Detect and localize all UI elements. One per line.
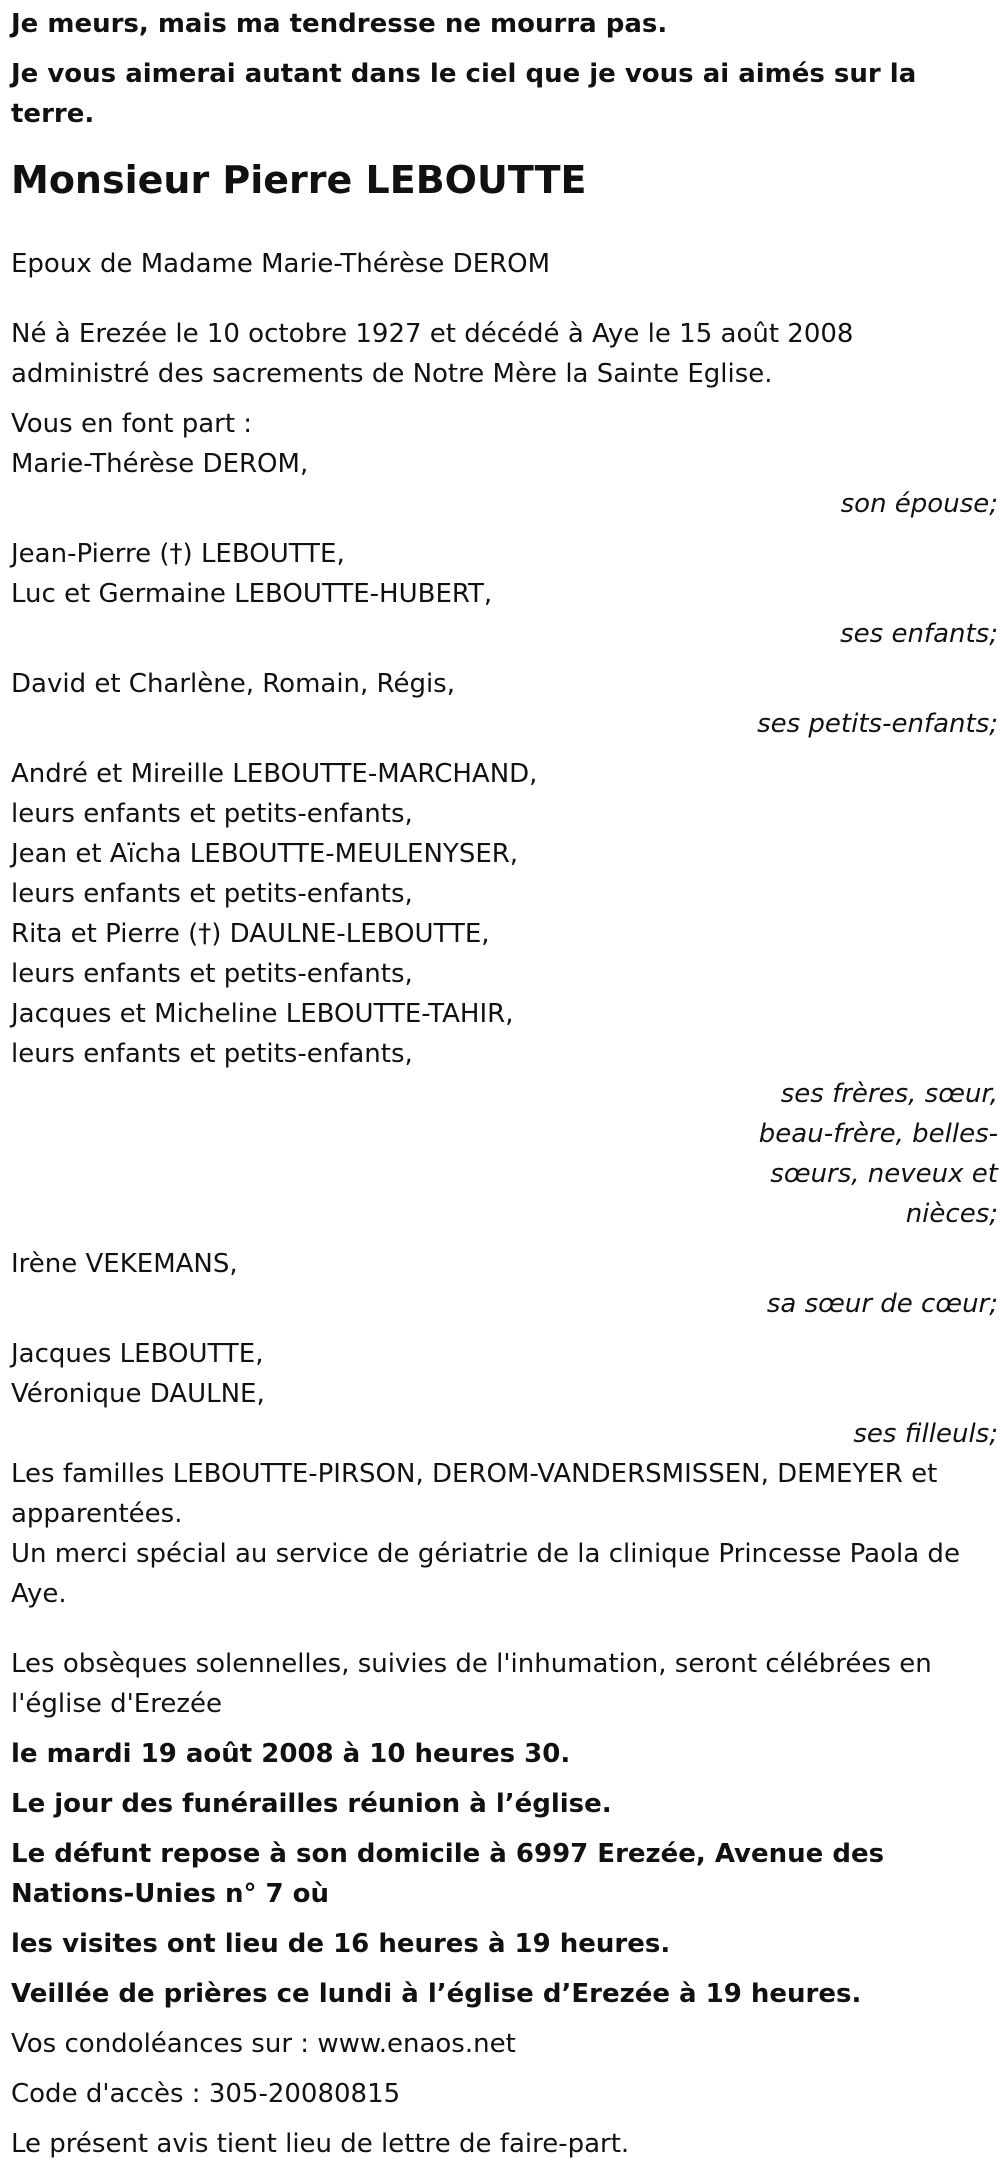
family-name: David et Charlène, Romain, Régis, xyxy=(11,669,455,699)
family-relation-line: nièces; xyxy=(905,1199,998,1229)
thanks-line-1: Un merci spécial au service de gériatrie de la clinique Princesse Paola de xyxy=(11,1539,960,1569)
birth-death-line-1: Né à Erezée le 10 octobre 1927 et décédé à Aye le 15 août 2008 xyxy=(11,319,854,349)
family-name: Irène VEKEMANS, xyxy=(11,1249,238,1279)
access-code: Code d'accès : 305-20080815 xyxy=(11,2079,401,2109)
families-block xyxy=(11,1454,998,1614)
family-name: leurs enfants et petits-enfants, xyxy=(11,959,413,989)
families-line-2: apparentées. xyxy=(11,1499,183,1529)
visit-hours: les visites ont lieu de 16 heures à 19 heures. xyxy=(11,1929,671,1959)
condolences-line: Vos condoléances sur : www.enaos.net xyxy=(11,2029,516,2059)
family-group xyxy=(11,444,998,524)
rest-location-line-1: Le défunt repose à son domicile à 6997 Erezée, Avenue des xyxy=(11,1839,885,1869)
family-group xyxy=(11,1334,998,1454)
family-relation: ses petits-enfants; xyxy=(757,709,998,739)
family-relation: ses enfants; xyxy=(840,619,998,649)
family-name: Jacques et Micheline LEBOUTTE-TAHIR, xyxy=(11,999,514,1029)
family-relation xyxy=(11,1074,998,1234)
deceased-name: Monsieur Pierre LEBOUTTE xyxy=(11,158,587,202)
funeral-announcement xyxy=(11,1644,998,1724)
family-group xyxy=(11,664,998,744)
family-group xyxy=(11,1244,998,1324)
epitaph-line-1: Je meurs, mais ma tendresse ne mourra pas. xyxy=(11,9,668,39)
funeral-meeting: Le jour des funérailles réunion à l’église. xyxy=(11,1789,612,1819)
birth-death xyxy=(11,314,998,394)
family-name: Jean-Pierre (†) LEBOUTTE, xyxy=(11,539,345,569)
family-relation: ses filleuls; xyxy=(853,1419,998,1449)
family-name: Jacques LEBOUTTE, xyxy=(11,1339,264,1369)
rest-location xyxy=(11,1834,998,1914)
epitaph-line-2: Je vous aimerai autant dans le ciel que je vous ai aimés sur la terre. xyxy=(11,59,917,129)
family-name: Marie-Thérèse DEROM, xyxy=(11,449,309,479)
birth-death-line-2: administré des sacrements de Notre Mère la Sainte Eglise. xyxy=(11,359,773,389)
family-relation: son épouse; xyxy=(840,489,998,519)
family-name: André et Mireille LEBOUTTE-MARCHAND, xyxy=(11,759,538,789)
family-name: Jean et Aïcha LEBOUTTE-MEULENYSER, xyxy=(11,839,519,869)
spouse-line: Epoux de Madame Marie-Thérèse DEROM xyxy=(11,249,551,279)
families-line-1: Les familles LEBOUTTE-PIRSON, DEROM-VANDERSMISSEN, DEMEYER et xyxy=(11,1459,938,1489)
family-name: Luc et Germaine LEBOUTTE-HUBERT, xyxy=(11,579,493,609)
thanks-line-2: Aye. xyxy=(11,1579,67,1609)
rest-location-line-2: Nations-Unies n° 7 où xyxy=(11,1879,330,1909)
family-name: leurs enfants et petits-enfants, xyxy=(11,799,413,829)
funeral-date: le mardi 19 août 2008 à 10 heures 30. xyxy=(11,1739,571,1769)
announce-line: Vous en font part : xyxy=(11,409,253,439)
funeral-line-1: Les obsèques solennelles, suivies de l'inhumation, seront célébrées en xyxy=(11,1649,932,1679)
family-name: Véronique DAULNE, xyxy=(11,1379,265,1409)
family-name: Rita et Pierre (†) DAULNE-LEBOUTTE, xyxy=(11,919,490,949)
notice-line: Le présent avis tient lieu de lettre de faire-part. xyxy=(11,2129,630,2159)
family-relation-line: beau-frère, belles- xyxy=(758,1119,998,1149)
family-relation-line: ses frères, sœur, xyxy=(780,1079,998,1109)
obituary-content xyxy=(11,4,998,2164)
family-relation-line: sœurs, neveux et xyxy=(770,1159,998,1189)
family-relation: sa sœur de cœur; xyxy=(766,1289,998,1319)
family-group xyxy=(11,754,998,1234)
family-group xyxy=(11,534,998,654)
family-name: leurs enfants et petits-enfants, xyxy=(11,1039,413,1069)
vigil-line: Veillée de prières ce lundi à l’église d’Erezée à 19 heures. xyxy=(11,1979,862,2009)
funeral-line-2: l'église d'Erezée xyxy=(11,1689,222,1719)
family-name: leurs enfants et petits-enfants, xyxy=(11,879,413,909)
